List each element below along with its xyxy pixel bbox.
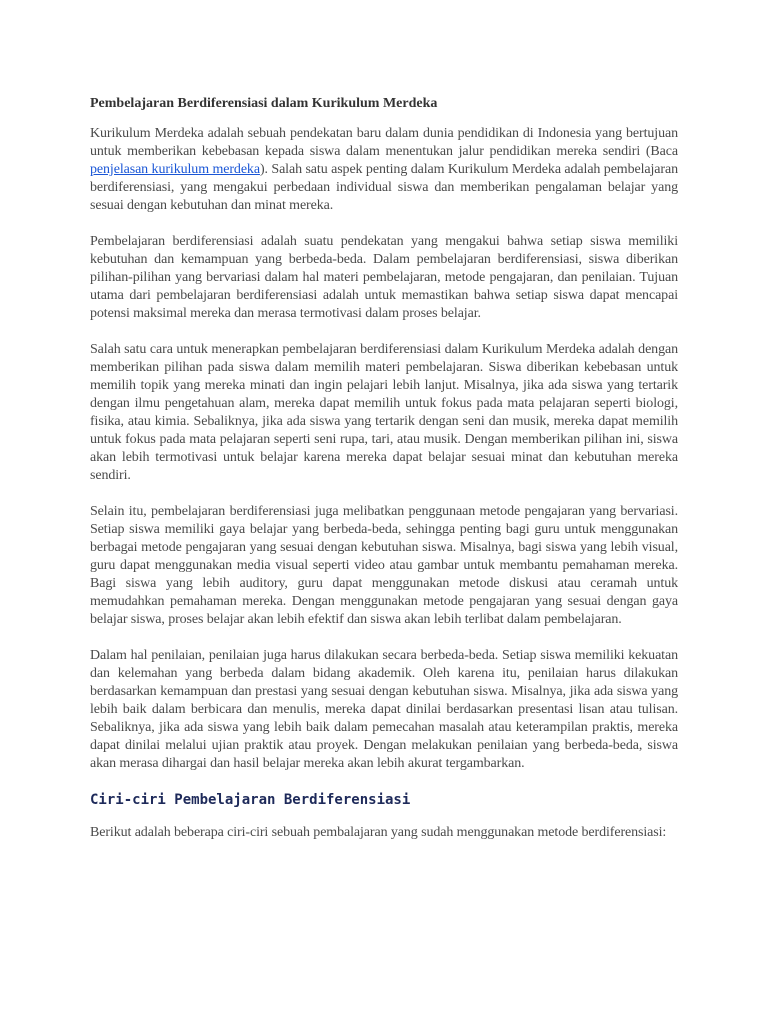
paragraph-6: Berikut adalah beberapa ciri-ciri sebuah pembalajaran yang sudah menggunakan metode berdiferensiasi: bbox=[90, 825, 667, 840]
paragraph-5: Dalam hal penilaian, penilaian juga harus dilakukan secara berbeda-beda. Setiap siswa memiliki kekuatan dan kelemahan yang berbeda dalam bidang akademik. Oleh karena itu, penilaian harus dilakukan berdasarkan kemampuan dan prestasi yang sesuai dengan kebutuhan siswa. Misalnya, jika ada siswa yang lebih baik dalam berbicara dan menulis, mereka dapat dinilai berdasarkan presentasi lisan atau tulisan. Sebaliknya, jika ada siswa yang lebih baik dalam pemecahan masalah atau keterampilan praktis, mereka dapat dinilai melalui ujian praktik atau proyek. Dengan melakukan penilaian yang berbeda-beda, siswa akan merasa dihargai dan hasil belajar mereka akan lebih akurat tergambarkan. bbox=[90, 648, 678, 771]
paragraph-1 bbox=[90, 125, 678, 215]
paragraph-2: Pembelajaran berdiferensiasi adalah suatu pendekatan yang mengakui bahwa setiap siswa memiliki kebutuhan dan kemampuan yang berbeda-beda. Dalam pembelajaran berdiferensiasi, siswa diberikan pilihan-pilihan yang bervariasi dalam hal materi pembelajaran, metode pengajaran, dan penilaian. Tujuan utama dari pembelajaran berdiferensiasi adalah untuk memastikan bahwa setiap siswa dapat mencapai potensi maksimal mereka dan merasa termotivasi dalam proses belajar. bbox=[90, 234, 678, 321]
paragraph-3: Salah satu cara untuk menerapkan pembelajaran berdiferensiasi dalam Kurikulum Merdeka adalah dengan memberikan pilihan pada siswa dalam memilih materi pembelajaran. Siswa diberikan kebebasan untuk memilih topik yang mereka minati dan ingin pelajari lebih lanjut. Misalnya, jika ada siswa yang tertarik dengan ilmu pengetahuan alam, mereka dapat memilih untuk fokus pada mata pelajaran seperti biologi, fisika, atau kimia. Sebaliknya, jika ada siswa yang tertarik dengan seni dan musik, mereka dapat memilih untuk fokus pada mata pelajaran seperti seni rupa, tari, atau musik. Dengan memberikan pilihan ini, siswa akan lebih termotivasi untuk belajar karena mereka dapat belajar sesuai minat dan kebutuhan mereka sendiri. bbox=[90, 342, 678, 483]
paragraph-1-text-after-link: ). Salah satu aspek penting dalam Kurikulum Merdeka adalah pembelajaran berdiferensiasi, yang mengakui perbedaan individual siswa dan memberikan pengalaman belajar yang sesuai dengan kebutuhan dan minat mereka. bbox=[90, 162, 678, 213]
document-title: Pembelajaran Berdiferensiasi dalam Kurikulum Merdeka bbox=[90, 96, 438, 111]
kurikulum-merdeka-link[interactable]: penjelasan kurikulum merdeka bbox=[90, 162, 260, 177]
section-heading: Ciri-ciri Pembelajaran Berdiferensiasi bbox=[90, 792, 411, 808]
paragraph-1-text-before-link: Kurikulum Merdeka adalah sebuah pendekatan baru dalam dunia pendidikan di Indonesia yang bertujuan untuk memberikan kebebasan kepada siswa dalam menentukan jalur pendidikan mereka sendiri (Baca bbox=[90, 126, 678, 159]
paragraph-4: Selain itu, pembelajaran berdiferensiasi juga melibatkan penggunaan metode pengajaran yang bervariasi. Setiap siswa memiliki gaya belajar yang berbeda-beda, sehingga penting bagi guru untuk menggunakan berbagai metode pengajaran yang sesuai dengan kebutuhan siswa. Misalnya, bagi siswa yang lebih visual, guru dapat menggunakan media visual seperti video atau gambar untuk membantu pemahaman mereka. Bagi siswa yang lebih auditory, guru dapat menggunakan metode diskusi atau ceramah untuk memudahkan pemahaman mereka. Dengan menggunakan metode pengajaran yang sesuai dengan gaya belajar siswa, proses belajar akan lebih efektif dan siswa akan lebih terlibat dalam pembelajaran. bbox=[90, 504, 678, 627]
